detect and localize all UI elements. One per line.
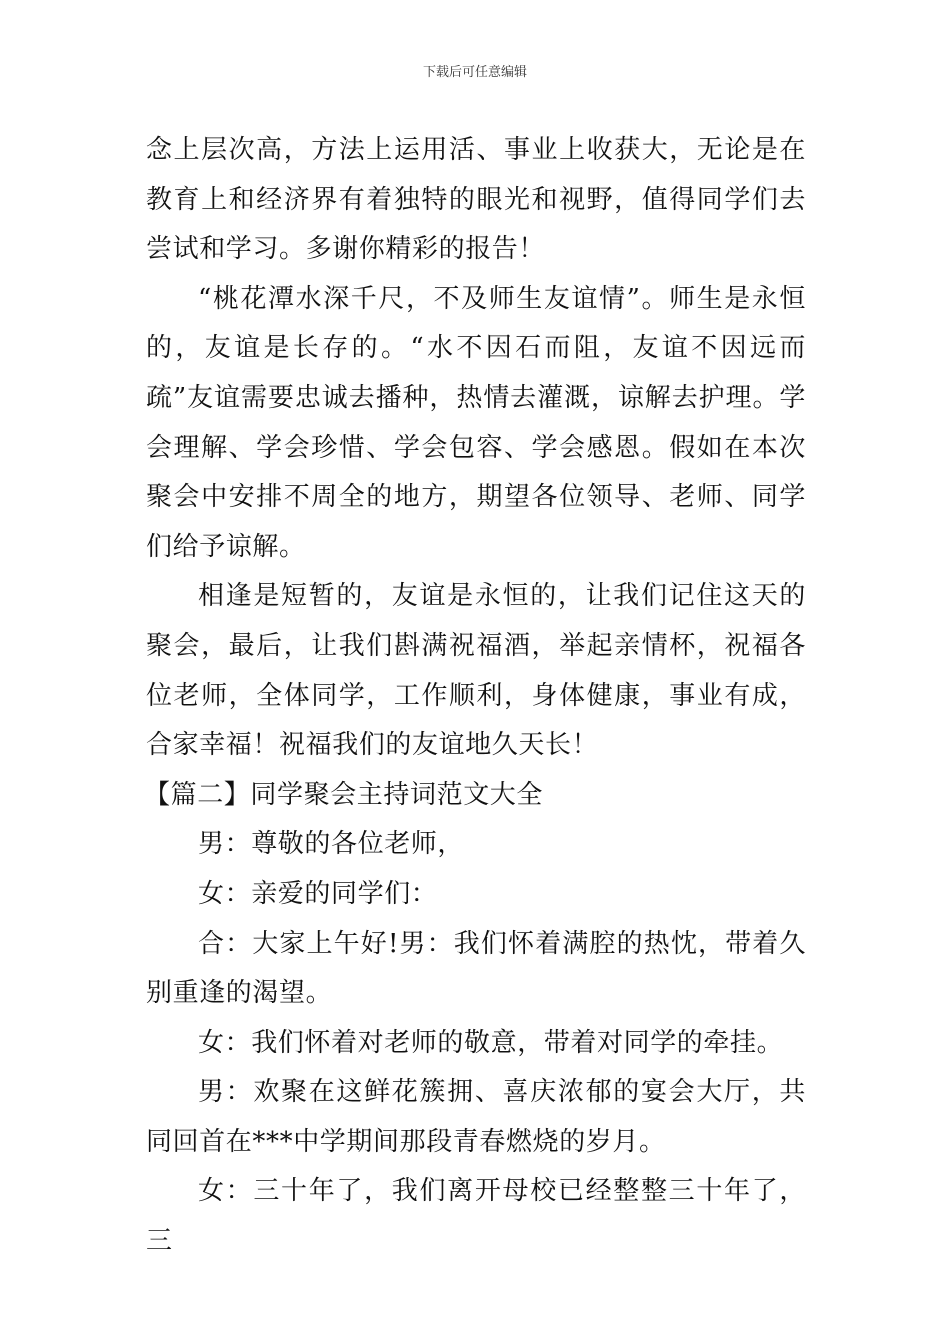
paragraph-report-thanks: 念上层次高，方法上运用活、事业上收获大，无论是在教育上和经济界有着独特的眼光和视野，值得同学们去尝试和学习。多谢你精彩的报告！ (146, 135, 806, 265)
dialogue-line: 女：亲爱的同学们： (198, 878, 438, 909)
dialogue-line: 女：三十年了，我们离开母校已经整整三十年了，三 (146, 1176, 806, 1257)
dialogue-line: 女：我们怀着对老师的敬意，带着对同学的牵挂。 (198, 1027, 784, 1058)
dialogue-line: 合：大家上午好!男：我们怀着满腔的热忱，带着久别重逢的渴望。 (146, 928, 806, 1009)
document-body (146, 126, 806, 1267)
dialogue-line: 男：欢聚在这鲜花簇拥、喜庆浓郁的宴会大厅，共同回首在***中学期间那段青春燃烧的岁月。 (146, 1077, 806, 1157)
page-header: 下载后可任意编辑 (422, 65, 527, 80)
paragraph-farewell: 相逢是短暂的，友谊是永恒的，让我们记住这天的聚会，最后，让我们斟满祝福酒，举起亲情杯，祝福各位老师，全体同学，工作顺利，身体健康，事业有成，合家幸福！祝福我们的友谊地久天长！ (146, 581, 806, 761)
section-heading: 【篇二】同学聚会主持词范文大全 (144, 779, 544, 810)
dialogue-line: 男：尊敬的各位老师， (198, 829, 465, 860)
paragraph-friendship: “桃花潭水深千尺，不及师生友谊情”。师生是永恒的，友谊是长存的。“水不因石而阻，友谊不因远而疏”友谊需要忠诚去播种，热情去灌溉，谅解去护理。学会理解、学会珍惜、学会包容、学会感恩。假如在本次聚会中安排不周全的地方，期望各位领导、老师、同学们给予谅解。 (146, 283, 806, 562)
